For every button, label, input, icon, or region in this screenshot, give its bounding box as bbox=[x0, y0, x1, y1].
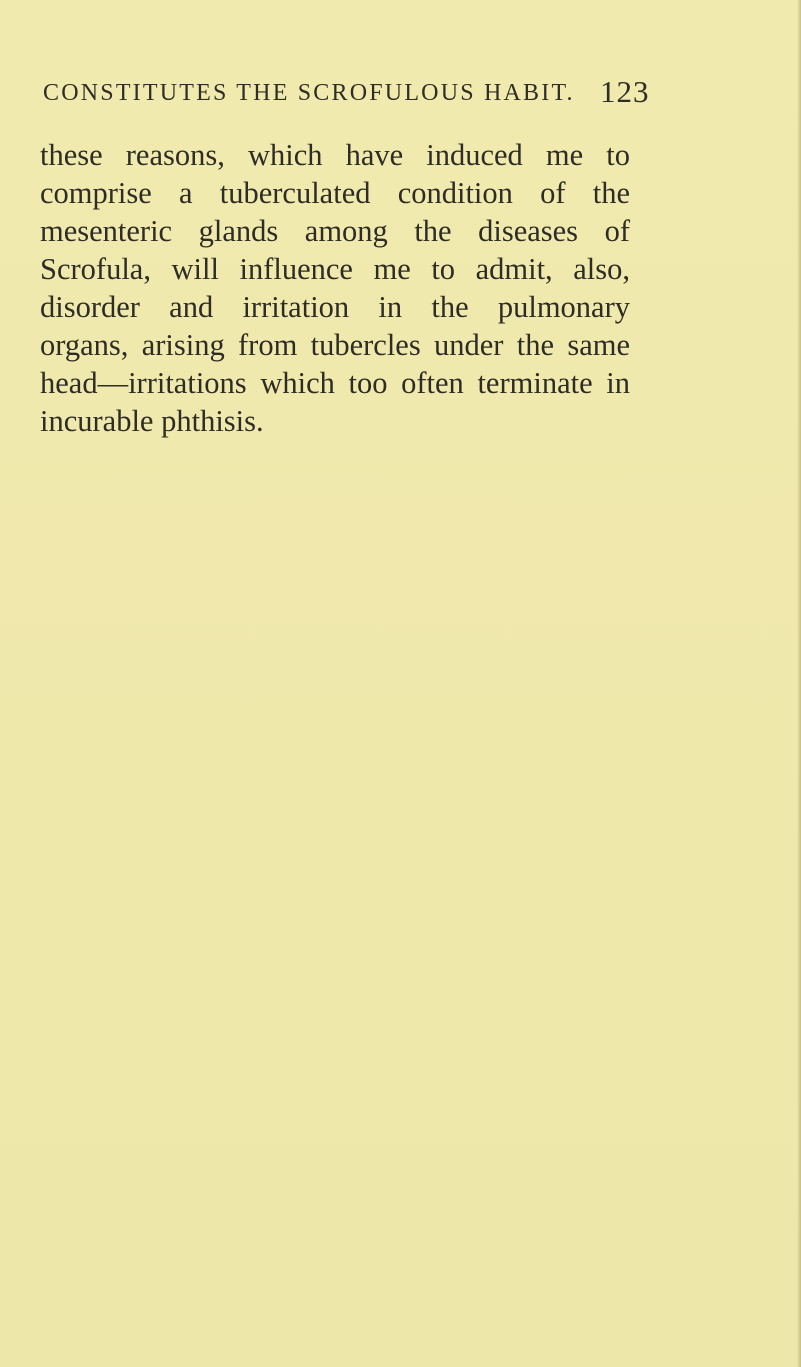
running-title: CONSTITUTES THE SCROFULOUS HABIT. bbox=[43, 80, 575, 106]
text-line: head—irritations which too often terminate in bbox=[40, 366, 630, 400]
page-number: 123 bbox=[600, 74, 650, 109]
text-line: Scrofula, will influence me to admit, also, bbox=[40, 252, 630, 286]
text-line: mesenteric glands among the diseases of bbox=[40, 214, 630, 248]
body-paragraph bbox=[40, 136, 630, 440]
text-line: comprise a tuberculated condition of the bbox=[40, 176, 630, 210]
page-edge-shadow bbox=[797, 0, 801, 1367]
text-line: disorder and irritation in the pulmonary bbox=[40, 290, 630, 324]
running-head bbox=[43, 74, 650, 114]
text-line: organs, arising from tubercles under the same bbox=[40, 328, 630, 362]
text-line: incurable phthisis. bbox=[40, 404, 264, 438]
text-line: these reasons, which have induced me to bbox=[40, 138, 630, 172]
